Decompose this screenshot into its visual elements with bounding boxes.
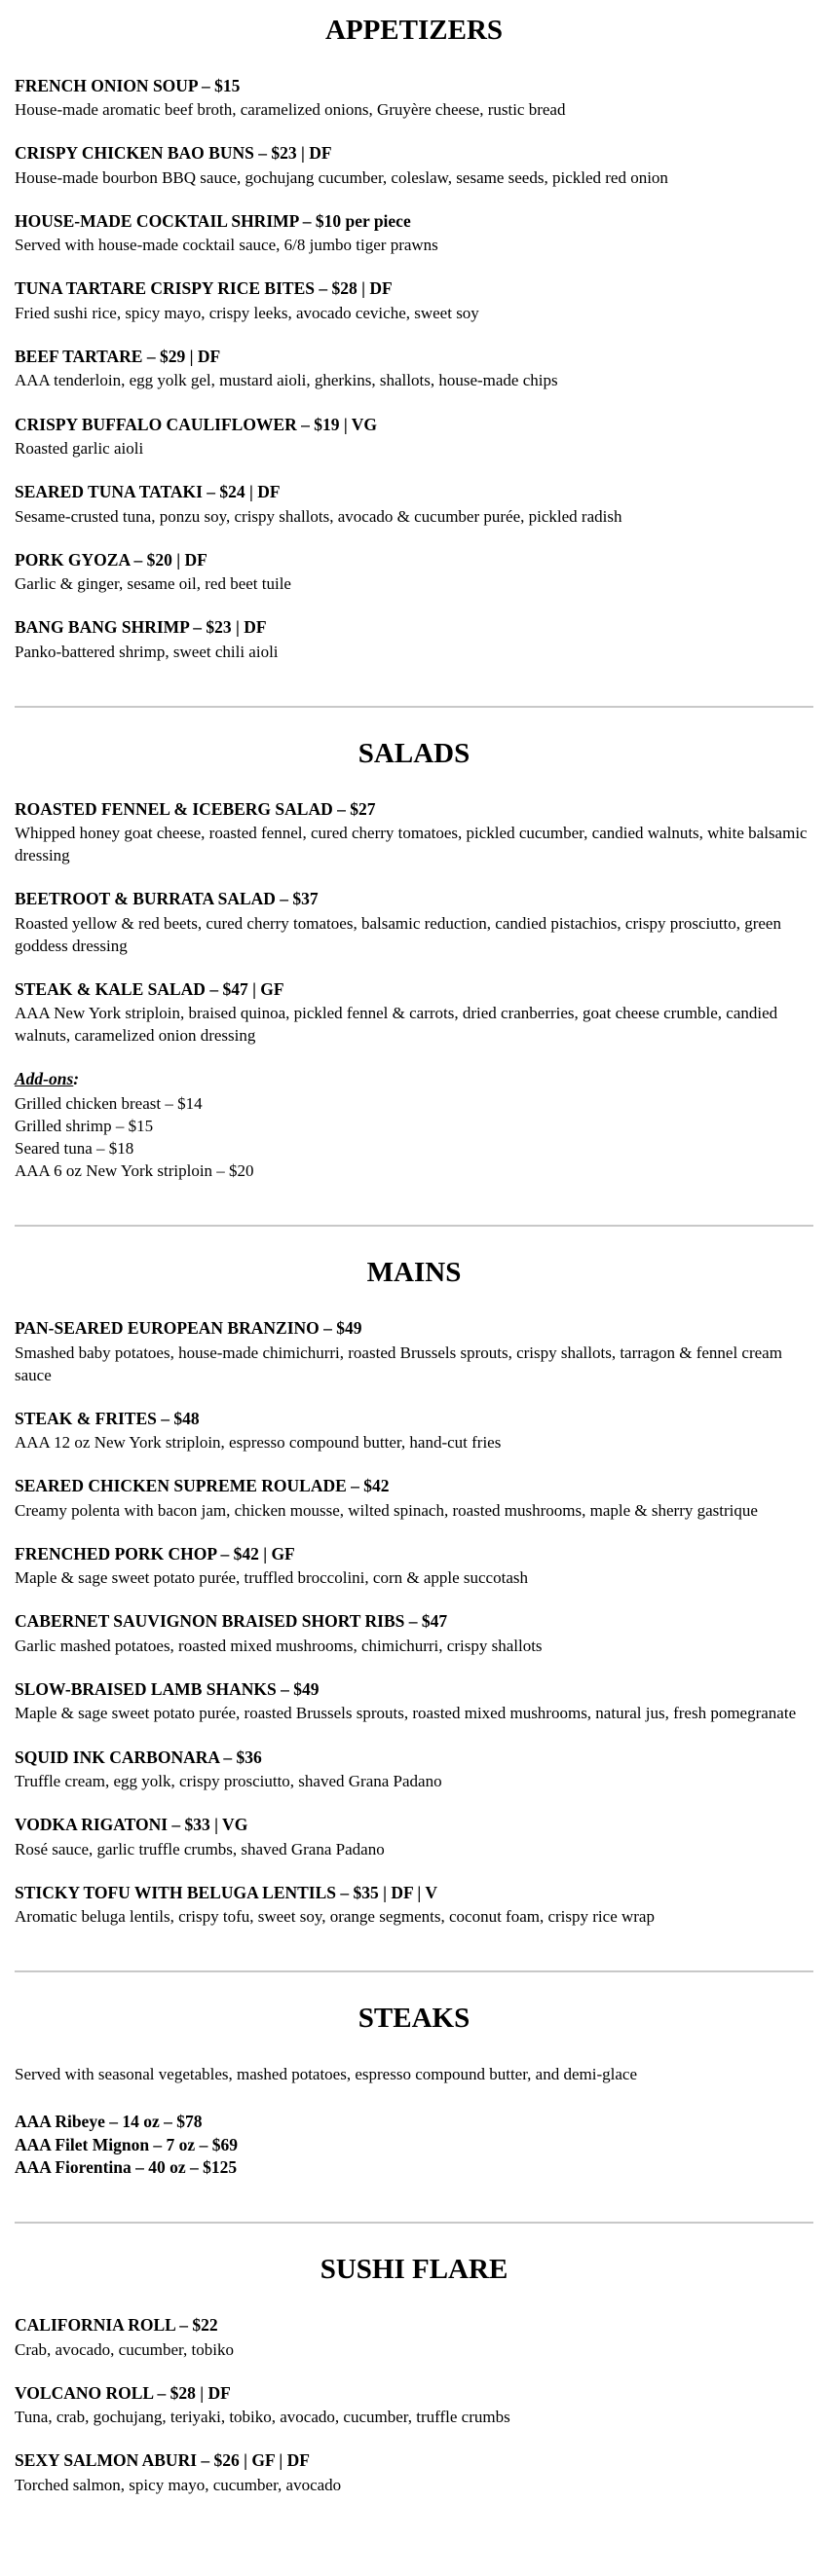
menu-section-salads bbox=[15, 737, 813, 1183]
menu-item-description: Crab, avocado, cucumber, tobiko bbox=[15, 2339, 234, 2359]
menu-item-description: Torched salmon, spicy mayo, cucumber, avocado bbox=[15, 2475, 342, 2494]
addon-line: AAA 6 oz New York striploin – $20 bbox=[15, 1161, 254, 1181]
menu-item-description: AAA New York striploin, braised quinoa, pickled fennel & carrots, dried cranberries, goat cheese crumble, candied walnuts, caramelized onion dressing bbox=[15, 1004, 778, 1046]
menu-item-description: AAA tenderloin, egg yolk gel, mustard aioli, gherkins, shallots, house-made chips bbox=[15, 371, 558, 390]
menu-section-appetizers bbox=[15, 14, 813, 663]
menu-item-description: Whipped honey goat cheese, roasted fennel, cured cherry tomatoes, pickled cucumber, candied walnuts, white balsamic dressing bbox=[15, 823, 808, 865]
menu-item bbox=[15, 346, 813, 392]
addons-heading: Add-ons: bbox=[15, 1069, 80, 1089]
menu-item-description: AAA 12 oz New York striploin, espresso compound butter, hand-cut fries bbox=[15, 1433, 502, 1453]
addons-heading-label: Add-ons bbox=[15, 1069, 74, 1089]
menu-item bbox=[15, 1475, 813, 1522]
menu-item-description: Sesame-crusted tuna, ponzu soy, crispy shallots, avocado & cucumber purée, pickled radish bbox=[15, 506, 622, 526]
menu-item-name: VOLCANO ROLL – $28 | DF bbox=[15, 2382, 231, 2403]
menu-item-name: STICKY TOFU WITH BELUGA LENTILS – $35 | DF | V bbox=[15, 1882, 437, 1902]
section-intro: Served with seasonal vegetables, mashed potatoes, espresso compound butter, and demi-glace bbox=[15, 2064, 637, 2083]
menu-item-description: Fried sushi rice, spicy mayo, crispy leeks, avocado ceviche, sweet soy bbox=[15, 303, 479, 322]
menu-item bbox=[15, 978, 813, 1048]
menu-item-name: BEETROOT & BURRATA SALAD – $37 bbox=[15, 889, 319, 909]
addon-line: Grilled shrimp – $15 bbox=[15, 1117, 154, 1136]
addon-line: Seared tuna – $18 bbox=[15, 1139, 134, 1159]
steak-cut-line: AAA Ribeye – 14 oz – $78 bbox=[15, 2112, 203, 2132]
menu-item bbox=[15, 616, 813, 663]
section-divider bbox=[15, 2222, 813, 2224]
menu-item bbox=[15, 2382, 813, 2429]
menu-item-name: STEAK & KALE SALAD – $47 | GF bbox=[15, 978, 284, 999]
section-divider bbox=[15, 706, 813, 708]
menu-item-name: BEEF TARTARE – $29 | DF bbox=[15, 346, 221, 366]
menu-item-name: STEAK & FRITES – $48 bbox=[15, 1408, 200, 1428]
menu-item bbox=[15, 888, 813, 957]
menu-item-name: SEARED CHICKEN SUPREME ROULADE – $42 bbox=[15, 1476, 390, 1496]
menu-item bbox=[15, 481, 813, 528]
menu-item bbox=[15, 277, 813, 324]
menu-item bbox=[15, 414, 813, 460]
menu-item-description: Garlic mashed potatoes, roasted mixed mushrooms, chimichurri, crispy shallots bbox=[15, 1636, 543, 1655]
menu-item-description: Creamy polenta with bacon jam, chicken mousse, wilted spinach, roasted mushrooms, maple & sherry gastrique bbox=[15, 1500, 758, 1520]
menu-section-steaks bbox=[15, 2002, 813, 2179]
menu-item-description: Panko-battered shrimp, sweet chili aioli bbox=[15, 642, 279, 661]
menu-item-name: BANG BANG SHRIMP – $23 | DF bbox=[15, 617, 267, 638]
menu-item-description: Maple & sage sweet potato purée, roasted Brussels sprouts, roasted mixed mushrooms, natural jus, fresh pomegranate bbox=[15, 1704, 797, 1723]
addon-line: Grilled chicken breast – $14 bbox=[15, 1093, 203, 1113]
menu-item bbox=[15, 1678, 813, 1725]
menu-item bbox=[15, 2314, 813, 2361]
menu-item-name: SQUID INK CARBONARA – $36 bbox=[15, 1747, 262, 1767]
menu-item bbox=[15, 798, 813, 867]
menu-item bbox=[15, 1317, 813, 1386]
section-title: SUSHI FLARE bbox=[320, 2254, 508, 2286]
menu-item-description: Maple & sage sweet potato purée, truffled broccolini, corn & apple succotash bbox=[15, 1568, 528, 1588]
steak-cut-line: AAA Filet Mignon – 7 oz – $69 bbox=[15, 2134, 238, 2154]
menu-item bbox=[15, 142, 813, 189]
menu-item-description: House-made bourbon BBQ sauce, gochujang cucumber, coleslaw, sesame seeds, pickled red onion bbox=[15, 167, 668, 187]
menu-item-description: Served with house-made cocktail sauce, 6/8 jumbo tiger prawns bbox=[15, 236, 438, 255]
menu-item bbox=[15, 210, 813, 257]
menu-item-name: FRENCH ONION SOUP – $15 bbox=[15, 75, 241, 95]
steak-cut-line: AAA Fiorentina – 40 oz – $125 bbox=[15, 2156, 238, 2177]
menu-item-name: PORK GYOZA – $20 | DF bbox=[15, 549, 207, 570]
menu-item-name: SEXY SALMON ABURI – $26 | GF | DF bbox=[15, 2450, 310, 2471]
menu-item-name: CRISPY CHICKEN BAO BUNS – $23 | DF bbox=[15, 143, 332, 164]
menu-item-name: SEARED TUNA TATAKI – $24 | DF bbox=[15, 482, 281, 502]
menu-item-description: Aromatic beluga lentils, crispy tofu, sweet soy, orange segments, coconut foam, crispy rice wrap bbox=[15, 1907, 655, 1927]
section-divider bbox=[15, 1225, 813, 1227]
menu-item-name: SLOW-BRAISED LAMB SHANKS – $49 bbox=[15, 1679, 320, 1699]
steak-cut-list bbox=[15, 2111, 813, 2179]
menu-item-description: Rosé sauce, garlic truffle crumbs, shaved Grana Padano bbox=[15, 1839, 385, 1858]
menu-item bbox=[15, 1814, 813, 1860]
menu-item bbox=[15, 1408, 813, 1454]
menu-item-name: CALIFORNIA ROLL – $22 bbox=[15, 2315, 218, 2336]
menu-item-name: FRENCHED PORK CHOP – $42 | GF bbox=[15, 1543, 295, 1564]
menu-item bbox=[15, 75, 813, 122]
addons-block bbox=[15, 1068, 813, 1182]
menu-item-name: VODKA RIGATONI – $33 | VG bbox=[15, 1815, 248, 1835]
menu-item bbox=[15, 2449, 813, 2496]
menu-item bbox=[15, 1543, 813, 1590]
menu-item bbox=[15, 1882, 813, 1929]
menu-item bbox=[15, 1747, 813, 1793]
menu-item-name: TUNA TARTARE CRISPY RICE BITES – $28 | DF bbox=[15, 278, 393, 299]
menu-item-description: Tuna, crab, gochujang, teriyaki, tobiko, avocado, cucumber, truffle crumbs bbox=[15, 2408, 510, 2427]
menu-item-description: Roasted garlic aioli bbox=[15, 438, 144, 458]
menu-item-description: Truffle cream, egg yolk, crispy prosciutto, shaved Grana Padano bbox=[15, 1771, 442, 1790]
menu-item-name: HOUSE-MADE COCKTAIL SHRIMP – $10 per piece bbox=[15, 210, 411, 231]
menu-item-description: Garlic & ginger, sesame oil, red beet tuile bbox=[15, 574, 291, 594]
menu-item-description: House-made aromatic beef broth, caramelized onions, Gruyère cheese, rustic bread bbox=[15, 100, 566, 120]
menu-item-name: CRISPY BUFFALO CAULIFLOWER – $19 | VG bbox=[15, 414, 378, 434]
menu-item-name: ROASTED FENNEL & ICEBERG SALAD – $27 bbox=[15, 798, 376, 819]
menu-section-mains bbox=[15, 1256, 813, 1928]
menu-section-sushi-flare bbox=[15, 2253, 813, 2495]
menu-item bbox=[15, 1610, 813, 1657]
menu-item-name: PAN-SEARED EUROPEAN BRANZINO – $49 bbox=[15, 1318, 362, 1339]
section-title: STEAKS bbox=[358, 2003, 470, 2035]
menu-item bbox=[15, 549, 813, 596]
section-title: MAINS bbox=[366, 1257, 462, 1289]
section-title: APPETIZERS bbox=[324, 15, 504, 46]
menu-item-description: Roasted yellow & red beets, cured cherry tomatoes, balsamic reduction, candied pistachios, crispy prosciutto, green goddess dressing bbox=[15, 913, 781, 955]
section-title: SALADS bbox=[358, 737, 470, 769]
menu-item-name: CABERNET SAUVIGNON BRAISED SHORT RIBS – $47 bbox=[15, 1611, 448, 1632]
section-divider bbox=[15, 1970, 813, 1972]
menu-item-description: Smashed baby potatoes, house-made chimichurri, roasted Brussels sprouts, crispy shallots, tarragon & fennel cream sauce bbox=[15, 1343, 782, 1384]
